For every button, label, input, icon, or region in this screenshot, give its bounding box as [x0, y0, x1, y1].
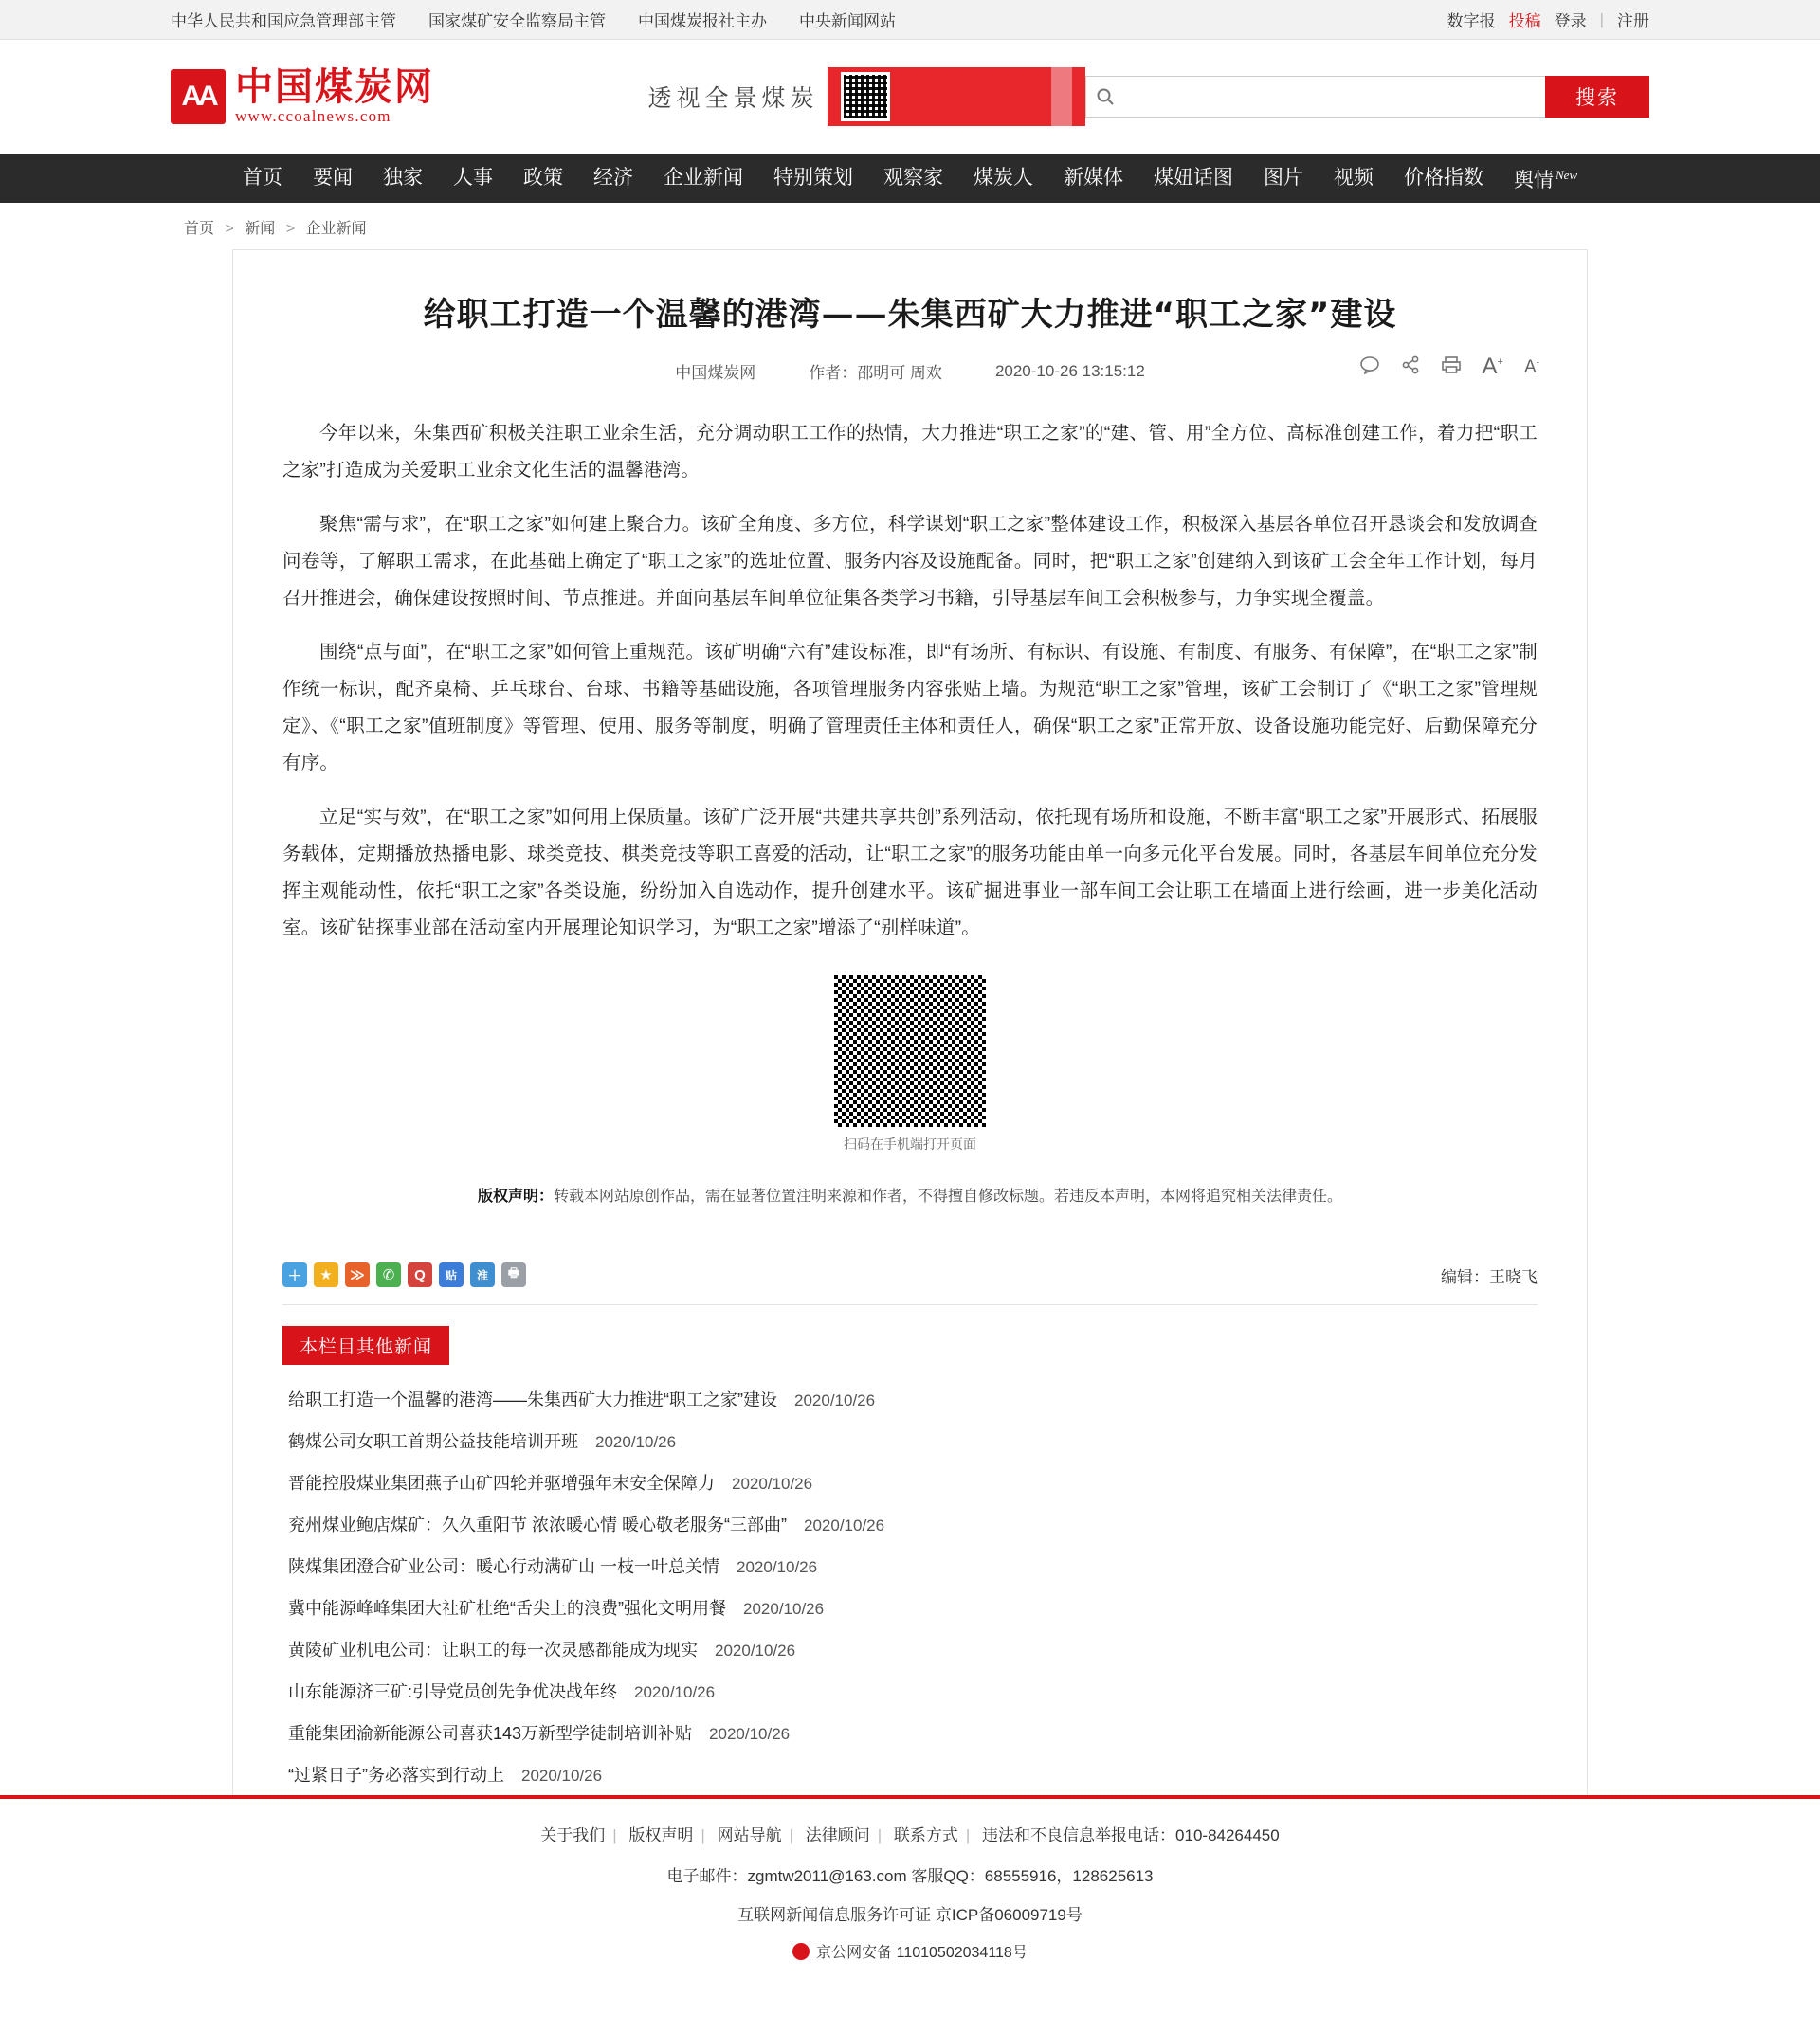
footer-license-line: 互联网新闻信息服务许可证 京ICP备06009719号	[737, 1906, 1083, 1924]
news-link[interactable]: 兖州煤业鲍店煤矿：久久重阳节 浓浓暖心情 暖心敬老服务“三部曲”	[288, 1516, 787, 1534]
footer-beian	[0, 1940, 1820, 1962]
nav-item-headline[interactable]: 要闻	[313, 167, 353, 189]
site-header	[171, 40, 1649, 154]
share-row	[282, 1262, 1538, 1304]
list-item[interactable]	[282, 1753, 1538, 1795]
share-qq-icon[interactable]: Q	[408, 1262, 432, 1287]
footer-link-sitemap[interactable]: 网站导航	[717, 1826, 782, 1844]
login-link[interactable]: 登录	[1554, 12, 1587, 30]
nav-item-new-media[interactable]: 新媒体	[1064, 167, 1123, 189]
nav-item-pictures[interactable]: 图片	[1264, 167, 1303, 189]
breadcrumb	[171, 203, 1649, 249]
news-date: 2020/10/26	[709, 1725, 791, 1743]
news-link[interactable]: 山东能源济三矿:引导党员创先争优决战年终	[288, 1682, 617, 1701]
nav-item-special-planning[interactable]: 特别策划	[774, 167, 853, 189]
breadcrumb-item-enterprise-news[interactable]: 企业新闻	[305, 221, 367, 237]
nav-item-enterprise-news[interactable]: 企业新闻	[664, 167, 743, 189]
site-slogan: 透视全景煤炭	[647, 84, 819, 112]
qr-caption: 扫码在手机端打开页面	[844, 1136, 976, 1152]
list-item[interactable]	[282, 1628, 1538, 1670]
share-icons	[282, 1262, 526, 1287]
news-link[interactable]: 给职工打造一个温馨的港湾——朱集西矿大力推进“职工之家”建设	[288, 1390, 777, 1409]
article-paragraph: 立足“实与效”，在“职工之家”如何用上保质量。该矿广泛开展“共建共享共创”系列活动，依托现有场所和设施，不断丰富“职工之家”开展形式、拓展服务载体，定期播放热播电影、球类竞技、棋类竞技等职工喜爱的活动，让“职工之家”的服务功能由单一向多元化平台发展。同时，各基层车间单位充分发挥主观能动性，依托“职工之家”各类设施，纷纷加入自选动作，提升创建水平。该矿掘进事业一部车间工会让职工在墙面上进行绘画，进一步美化活动室。该矿钻探事业部在活动室内开展理论知识学习，为“职工之家”增添了“别样味道”。	[282, 807, 1538, 938]
section-title: 本栏目其他新闻	[282, 1326, 449, 1365]
news-date: 2020/10/26	[737, 1558, 818, 1576]
share-icon[interactable]	[1401, 355, 1420, 378]
article-card	[232, 249, 1588, 1795]
nav-item-home[interactable]: 首页	[243, 167, 282, 189]
article-paragraph: 围绕“点与面”，在“职工之家”如何管上重规范。该矿明确“六有”建设标准，即“有场所、有标识、有设施、有制度、有服务、有保障”，在“职工之家”制作统一标识，配齐桌椅、乒乓球台、台球、书籍等基础设施，各项管理服务内容张贴上墙。为规范“职工之家”管理，该矿工会制订了《“职工之家”管理规定》、《“职工之家”值班制度》等管理、使用、服务等制度，明确了管理责任主体和责任人，确保“职工之家”正常开放、设备设施功能完好、后勤保障充分有序。	[282, 642, 1538, 773]
search-input[interactable]	[1124, 77, 1545, 117]
nav-item-policy[interactable]: 政策	[523, 167, 563, 189]
nav-item-meiniu-pictures[interactable]: 煤妞话图	[1154, 167, 1233, 189]
logo-title: 中国煤炭网	[235, 64, 434, 109]
footer-link-copyright[interactable]: 版权声明	[628, 1826, 694, 1844]
news-date: 2020/10/26	[743, 1600, 825, 1618]
list-item[interactable]	[282, 1461, 1538, 1503]
authority-item: 中国煤炭报社主办	[638, 12, 767, 30]
footer-link-contact[interactable]: 联系方式	[893, 1826, 958, 1844]
footer-divider-dot: |	[612, 1826, 617, 1844]
print-icon[interactable]	[1441, 355, 1462, 378]
copyright-text: 转载本网站原创作品，需在显著位置注明来源和作者，不得擅自修改标题。若违反本声明，本网将追究相关法律责任。	[554, 1189, 1343, 1205]
article-source: 中国煤炭网	[675, 364, 756, 382]
nav-item-public-opinion[interactable]	[1499, 151, 1592, 206]
nav-item-observer[interactable]: 观察家	[883, 167, 943, 189]
footer-divider-dot: |	[789, 1826, 793, 1844]
list-item[interactable]	[282, 1420, 1538, 1461]
list-item[interactable]	[282, 1670, 1538, 1712]
article-action-icons	[1359, 355, 1539, 378]
page-title: 给职工打造一个温馨的港湾——朱集西矿大力推进“职工之家”建设	[423, 296, 1397, 334]
digital-paper-link[interactable]: 数字报	[1447, 12, 1496, 30]
article-body	[271, 389, 1549, 1206]
search-icon	[1086, 87, 1124, 106]
share-weibo-icon[interactable]: 淮	[470, 1262, 495, 1287]
authority-item: 国家煤矿安全监察局主管	[428, 12, 606, 30]
footer-divider-dot: |	[701, 1826, 705, 1844]
article-author: 作者：邵明可 周欢	[809, 364, 942, 382]
news-link[interactable]: 晋能控股煤业集团燕子山矿四轮并驱增强年末安全保障力	[288, 1474, 715, 1493]
article-qr-block	[282, 975, 1538, 1153]
police-badge-icon	[792, 1943, 810, 1960]
news-date: 2020/10/26	[521, 1767, 603, 1785]
article-paragraph: 今年以来，朱集西矿积极关注职工业余生活，充分调动职工工作的热情，大力推进“职工之家”的“建、管、用”全方位、高标准创建工作，着力把“职工之家”打造成为关爱职工业余文化生活的温馨港湾。	[282, 423, 1538, 481]
article-meta	[271, 354, 1549, 389]
news-link[interactable]: 鹤煤公司女职工首期公益技能培训开班	[288, 1432, 578, 1451]
share-wechat-icon[interactable]: ✆	[376, 1262, 401, 1287]
footer-report-phone: 违法和不良信息举报电话：010-84264450	[982, 1826, 1280, 1844]
top-bar-authorities	[171, 8, 896, 31]
nav-item-video[interactable]: 视频	[1334, 167, 1374, 189]
comment-icon[interactable]	[1359, 355, 1380, 378]
font-decrease-icon[interactable]: A-	[1523, 356, 1539, 377]
nav-item-personnel[interactable]: 人事	[453, 167, 493, 189]
news-link[interactable]: “过紧日子”务必落实到行动上	[288, 1766, 504, 1785]
share-more-icon[interactable]: ＋	[282, 1262, 307, 1287]
list-item[interactable]	[282, 1503, 1538, 1545]
footer-links	[0, 1822, 1820, 1845]
article-datetime: 2020-10-26 13:15:12	[994, 361, 1145, 380]
news-link[interactable]: 黄陵矿业机电公司：让职工的每一次灵感都能成为现实	[288, 1641, 698, 1660]
top-bar	[0, 0, 1820, 40]
submit-article-link[interactable]: 投稿	[1508, 12, 1541, 30]
nav-item-coal-people[interactable]: 煤炭人	[974, 167, 1033, 189]
breadcrumb-item-home[interactable]: 首页	[184, 221, 215, 237]
footer-email-line: 电子邮件：zgmtw2011@163.com 客服QQ：68555916，128625613	[666, 1867, 1154, 1885]
search-button[interactable]: 搜索	[1545, 76, 1649, 118]
footer-link-about[interactable]: 关于我们	[540, 1826, 606, 1844]
share-tieba-icon[interactable]: 贴	[439, 1262, 464, 1287]
article-editor: 编辑：王晓飞	[1441, 1267, 1538, 1286]
header-qr-banner[interactable]	[828, 67, 1085, 126]
footer-link-legal[interactable]: 法律顾问	[805, 1826, 870, 1844]
top-bar-user-links	[1447, 8, 1649, 31]
news-date: 2020/10/26	[715, 1642, 796, 1660]
footer-beian-text: 京公网安备 11010502034118号	[816, 1945, 1028, 1961]
nav-item-exclusive[interactable]: 独家	[383, 167, 423, 189]
qr-code-icon	[841, 72, 890, 121]
list-item[interactable]	[282, 1712, 1538, 1753]
news-date: 2020/10/26	[794, 1391, 876, 1409]
logo-mark-icon: AA	[171, 69, 226, 124]
news-link[interactable]: 陕煤集团澄合矿业公司：暖心行动满矿山 一枝一叶总关情	[288, 1557, 719, 1576]
authority-item: 中央新闻网站	[799, 12, 896, 30]
breadcrumb-separator: >	[285, 221, 296, 237]
news-date: 2020/10/26	[595, 1433, 677, 1451]
footer-divider-dot: |	[965, 1826, 971, 1844]
nav-item-price-index[interactable]: 价格指数	[1404, 167, 1483, 189]
qr-code-icon	[834, 975, 986, 1127]
article-paragraph: 聚焦“需与求”，在“职工之家”如何建上聚合力。该矿全角度、多方位，科学谋划“职工之家”整体建设工作，积极深入基层各单位召开恳谈会和发放调查问卷等，了解职工需求，在此基础上确定了“职工之家”的选址位置、服务内容及设施配备。同时，把“职工之家”创建纳入到该矿工会全年工作计划，每月召开推进会，确保建设按照时间、节点推进。并面向基层车间单位征集各类学习书籍，引导基层车间工会积极参与，力争实现全覆盖。	[282, 514, 1538, 608]
news-link[interactable]: 冀中能源峰峰集团大社矿杜绝“舌尖上的浪费”强化文明用餐	[288, 1599, 726, 1618]
nav-item-economy[interactable]: 经济	[593, 167, 633, 189]
breadcrumb-item-news[interactable]: 新闻	[245, 221, 276, 237]
copyright-notice	[282, 1184, 1538, 1206]
share-rss-icon[interactable]: ≫	[345, 1262, 370, 1287]
search-bar[interactable]	[1085, 76, 1649, 118]
site-footer	[0, 1799, 1820, 1990]
list-item[interactable]	[282, 1378, 1538, 1420]
nav-item-label: 舆情	[1514, 170, 1554, 191]
news-date: 2020/10/26	[804, 1516, 885, 1534]
footer-divider-dot: |	[877, 1826, 883, 1844]
logo-url: www.ccoalnews.com	[235, 107, 391, 125]
copyright-label: 版权声明：	[477, 1189, 554, 1205]
breadcrumb-separator: >	[225, 221, 234, 237]
news-link[interactable]: 重能集团渝新能源公司喜获143万新型学徒制培训补贴	[288, 1724, 693, 1743]
font-increase-icon[interactable]: A+	[1482, 354, 1503, 379]
other-news-section	[282, 1304, 1538, 1795]
main-nav	[0, 154, 1820, 203]
share-print-icon[interactable]: 🖶	[501, 1262, 526, 1287]
news-date: 2020/10/26	[634, 1683, 716, 1701]
authority-item: 中华人民共和国应急管理部主管	[171, 12, 396, 30]
other-news-list	[282, 1378, 1538, 1795]
list-item[interactable]	[282, 1587, 1538, 1628]
link-divider: |	[1599, 9, 1604, 28]
site-logo[interactable]	[171, 64, 640, 126]
banner-stripe	[1051, 67, 1072, 126]
register-link[interactable]: 注册	[1617, 12, 1649, 30]
news-date: 2020/10/26	[732, 1475, 813, 1493]
list-item[interactable]	[282, 1545, 1538, 1587]
share-favorite-icon[interactable]: ★	[314, 1262, 338, 1287]
nav-new-badge: New	[1556, 168, 1578, 182]
